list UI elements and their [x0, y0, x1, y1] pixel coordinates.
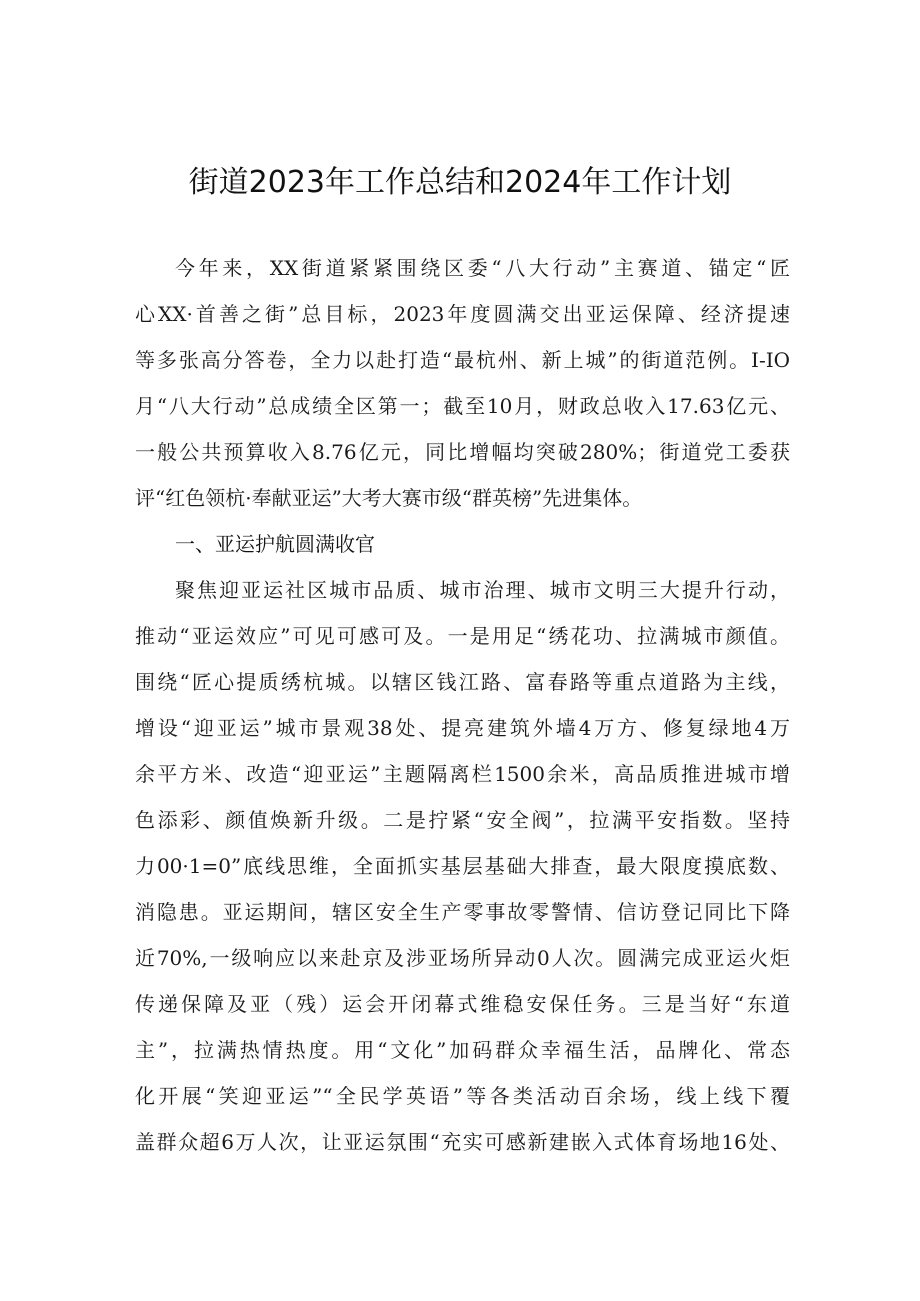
section-line: 传递保障及亚（残）运会开闭幕式维稳安保任务。三是当好“东道	[135, 992, 790, 1016]
section-line: 推动“亚运效应”可见可感可及。一是用足“绣花功、拉满城市颜值。	[135, 624, 790, 648]
intro-line: 心XX·首善之街”总目标，2023年度圆满交出亚运保障、经济提速	[135, 302, 790, 326]
section-line: 主”，拉满热情热度。用“文化”加码群众幸福生活，品牌化、常态	[135, 1038, 790, 1062]
section-line: 余平方米、改造“迎亚运”主题隔离栏1500余米，高品质推进城市增	[135, 762, 790, 786]
section-heading: 一、亚运护航圆满收官	[175, 532, 375, 556]
section-line: 化开展“笑迎亚运”“全民学英语”等各类活动百余场，线上线下覆	[135, 1084, 790, 1108]
section-line: 消隐患。亚运期间，辖区安全生产零事故零警情、信访登记同比下降	[135, 900, 790, 924]
section-line: 力00·1=0”底线思维，全面抓实基层基础大排查，最大限度摸底数、	[135, 854, 790, 878]
document-title: 街道2023年工作总结和2024年工作计划	[188, 165, 732, 200]
section-line: 盖群众超6万人次，让亚运氛围“充实可感新建嵌入式体育场地16处、	[135, 1130, 790, 1154]
section-line: 围绕“匠心提质绣杭城。以辖区钱江路、富春路等重点道路为主线，	[135, 670, 790, 694]
section-line: 增设“迎亚运”城市景观38处、提亮建筑外墙4万方、修复绿地4万	[135, 716, 790, 740]
section-line: 色添彩、颜值焕新升级。二是拧紧“安全阀”，拉满平安指数。坚持	[135, 808, 790, 832]
section-line: 近70%,一级响应以来赴京及涉亚场所异动0人次。圆满完成亚运火炬	[135, 946, 790, 970]
section-line: 聚焦迎亚运社区城市品质、城市治理、城市文明三大提升行动，	[175, 578, 790, 602]
intro-line: 一般公共预算收入8.76亿元，同比增幅均突破280%；街道党工委获	[135, 440, 790, 464]
intro-line: 月“八大行动”总成绩全区第一；截至10月，财政总收入17.63亿元、	[135, 394, 790, 418]
intro-line: 等多张高分答卷，全力以赴打造“最杭州、新上城”的街道范例。I-IO	[135, 348, 790, 372]
intro-line: 今年来，XX街道紧紧围绕区委“八大行动”主赛道、锚定“匠	[175, 256, 790, 280]
intro-line: 评“红色领杭·奉献亚运”大考大赛市级“群英榜”先进集体。	[135, 486, 643, 510]
document-body	[135, 245, 790, 1165]
